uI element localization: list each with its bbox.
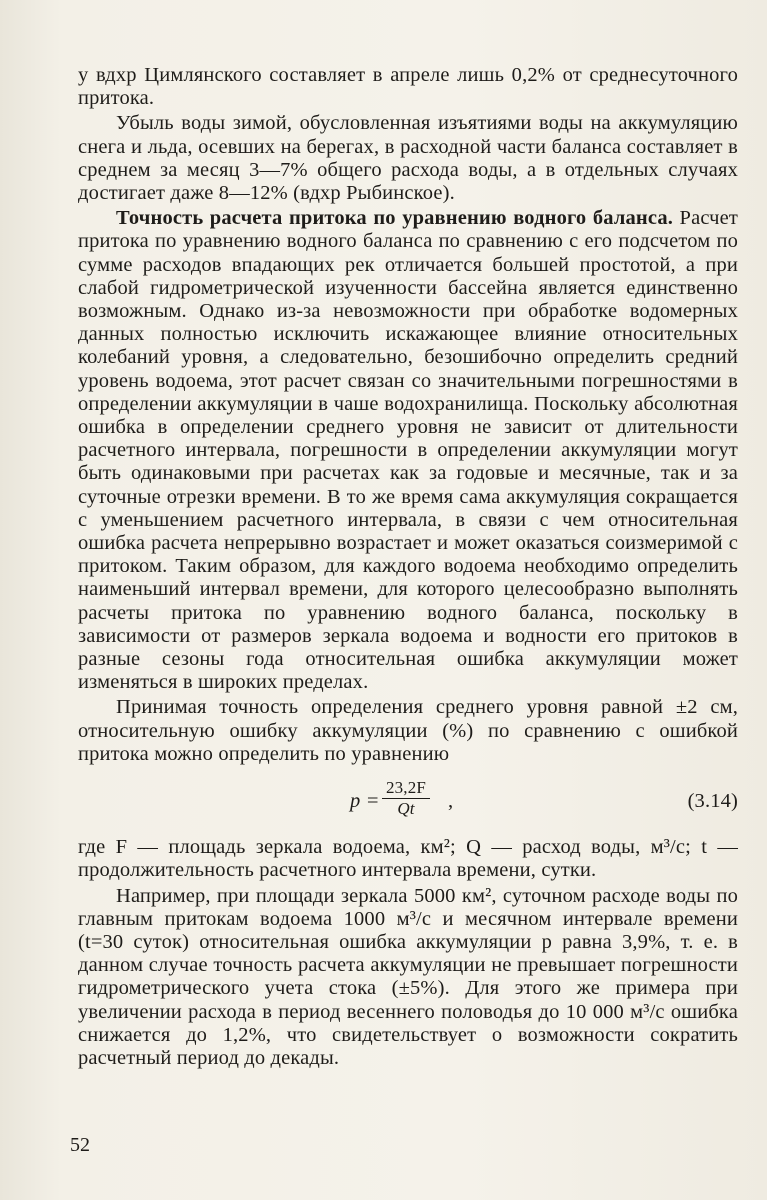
paragraph-example: Например, при площади зеркала 5000 км², суточном расходе воды по главным притокам водоема 1000 м³/с и месячном интервале времени (t=30 суток) относительная ошибка аккумуляции p равна 3,9%, т. е. в данном случае точность расчета аккумуляции не превышает погрешности гидрометрического учета стока (±5%). Для этого же примера при увеличении расхода в период весеннего половодья до 10 000 м³/с ошибка снижается до 1,2%, что свидетельствует о возможности сократить расчетный период до декады. [78,884,738,1069]
formula-lhs: p = [350,790,380,813]
paragraph-accuracy [78,207,738,694]
page-number: 52 [70,1134,90,1156]
paragraph-where: где F — площадь зеркала водоема, км²; Q — расход воды, м³/с; t — продолжительность расчетного интервала времени, сутки. [78,836,738,882]
paragraph-winter-loss: Убыль воды зимой, обусловленная изъятиями воды на аккумуляцию снега и льда, осевших на берегах, в расходной части баланса составляет в среднем за месяц 3—7% общего расхода воды, а в отдельных случаях достигает даже 8—12% (вдхр Рыбинское). [78,112,738,205]
section-text: Расчет притока по уравнению водного баланса по сравнению с его подсчетом по сумме расходов впадающих рек отличается большей простотой, а при слабой гидрометрической изученности бассейна является единственно возможным. Однако из-за невозможности при обработке водомерных данных полностью исключить искажающее влияние относительных колебаний уровня, а следовательно, безошибочно определить средний уровень водоема, этот расчет связан со значительными погрешностями в определении аккумуляции в чаше водохранилища. Поскольку абсолютная ошибка в определении среднего уровня не зависит от длительности расчетного интервала, погрешности в определении аккумуляции могут быть одинаковыми при расчетах как за годовые и месячные, так и за суточные отрезки времени. В то же время сама аккумуляция сокращается с уменьшением расчетного интервала, в связи с чем относительная ошибка расчета непрерывно возрастает и может оказаться соизмеримой с притоком. Таким образом, для каждого водоема необходимо определить наименьший интервал времени, для которого целесообразно выполнять расчеты притока по уравнению водного баланса, поскольку в зависимости от размеров зеркала водоема и водности его притоков в разные сезоны года относительная ошибка аккумуляции может изменяться в широких пределах. [78,207,738,694]
formula-number: (3.14) [687,790,738,813]
page-body [78,64,738,1070]
formula-3-14 [78,772,738,832]
formula-fraction [382,778,430,819]
paragraph-continuation: у вдхр Цимлянского составляет в апреле лишь 0,2% от среднесуточного притока. [78,64,738,110]
section-heading: Точность расчета притока по уравнению водного баланса. [116,207,674,230]
formula-denominator: Qt [397,799,415,819]
formula-comma: , [448,790,454,813]
formula-numerator: 23,2F [382,778,430,799]
paragraph-before-formula: Принимая точность определения среднего уровня равной ±2 см, относительную ошибку аккумуляции (%) по сравнению с ошибкой притока можно определить по уравнению [78,696,738,765]
